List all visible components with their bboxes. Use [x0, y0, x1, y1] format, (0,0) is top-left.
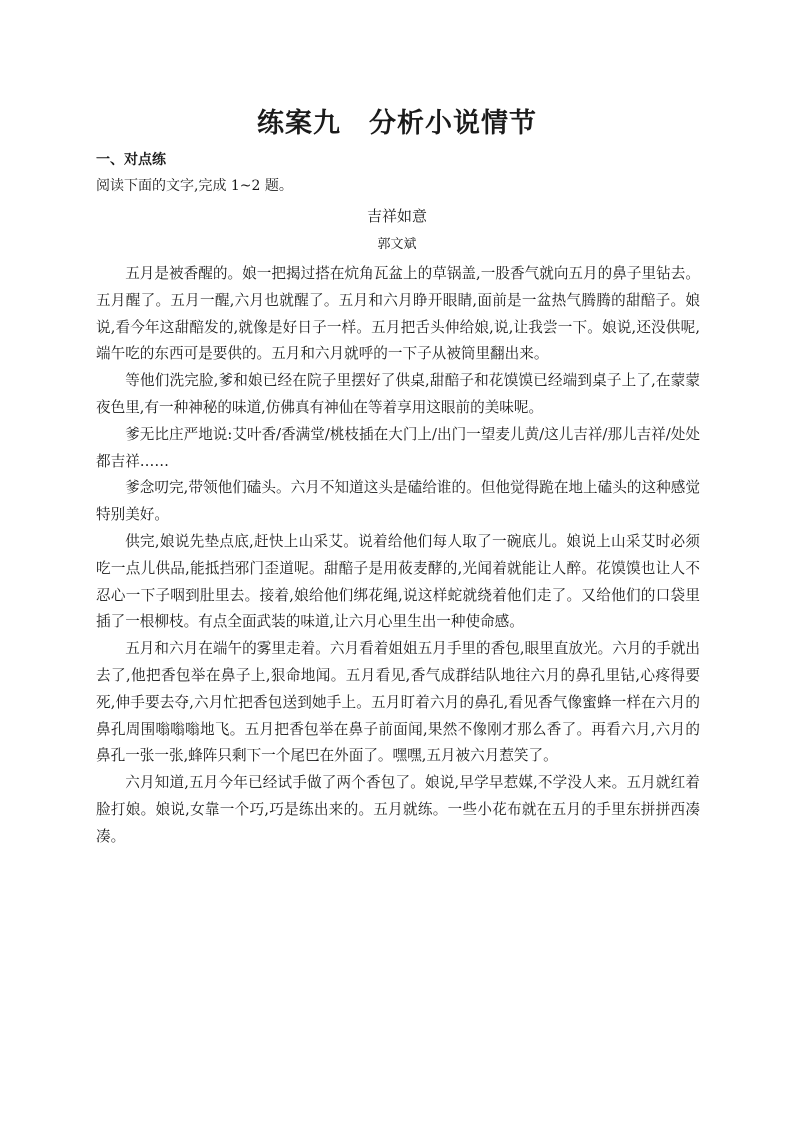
story-paragraph: 五月和六月在端午的雾里走着。六月看着姐姐五月手里的香包,眼里直放光。六月的手就出去了,他把香包举在鼻子上,狠命地闻。五月看见,香气成群结队地往六月的鼻孔里钻,心疼得要死,伸手要去夺,六月忙把香包送到她手上。五月盯着六月的鼻孔,看见香气像蜜蜂一样在六月的鼻孔周围嗡嗡嗡地飞。五月把香包举在鼻子前面闻,果然不像刚才那么香了。再看六月,六月的鼻孔一张一张,蜂阵只剩下一个尾巴在外面了。嘿嘿,五月被六月惹笑了。 — [96, 640, 700, 765]
page-title: 练案九 分析小说情节 — [257, 108, 537, 139]
story-paragraph: 五月是被香醒的。娘一把揭过搭在炕角瓦盆上的草锅盖,一股香气就向五月的鼻子里钻去。五月醒了。五月一醒,六月也就醒了。五月和六月睁开眼睛,面前是一盆热气腾腾的甜醅子。娘说,看今年这甜醅发的,就像是好日子一样。五月把舌头伸给娘,说,让我尝一下。娘说,还没供呢,端午吃的东西可是要供的。五月和六月就呼的一下子从被筒里翻出来。 — [96, 265, 700, 363]
story-paragraph: 供完,娘说先垫点底,赶快上山采艾。说着给他们每人取了一碗底儿。娘说上山采艾时必须吃一点儿供品,能抵挡邪门歪道呢。甜醅子是用莜麦酵的,光闻着就能让人醉。花馍馍也让人不忍心一下子咽到肚里去。接着,娘给他们绑花绳,说这样蛇就绕着他们走了。又给他们的口袋里插了一根柳枝。有点全面武装的味道,让六月心里生出一种使命感。 — [96, 532, 700, 631]
story-title: 吉祥如意 — [366, 207, 427, 225]
story-author: 郭文斌 — [377, 237, 417, 252]
story-paragraph: 爹念叨完,带领他们磕头。六月不知道这头是磕给谁的。但他觉得跪在地上磕头的这种感觉特别美好。 — [96, 479, 700, 524]
story-body — [96, 261, 700, 851]
story-paragraph: 六月知道,五月今年已经试手做了两个香包了。娘说,早学早惹媒,不学没人来。五月就红着脸打娘。娘说,女靠一个巧,巧是练出来的。五月就练。一些小花布就在五月的手里东拼拼西凑凑。 — [96, 774, 700, 845]
reading-instruction: 阅读下面的文字,完成 1~2 题。 — [96, 178, 293, 194]
section-heading: 一、对点练 — [96, 152, 166, 168]
story-paragraph: 等他们洗完脸,爹和娘已经在院子里摆好了供桌,甜醅子和花馍馍已经端到桌子上了,在蒙蒙夜色里,有一种神秘的味道,仿佛真有神仙在等着享用这眼前的美味呢。 — [96, 372, 700, 416]
story-paragraph: 爹无比庄严地说:艾叶香/香满堂/桃枝插在大门上/出门一望麦儿黄/这儿吉祥/那儿吉祥/处处都吉祥…… — [96, 425, 700, 470]
